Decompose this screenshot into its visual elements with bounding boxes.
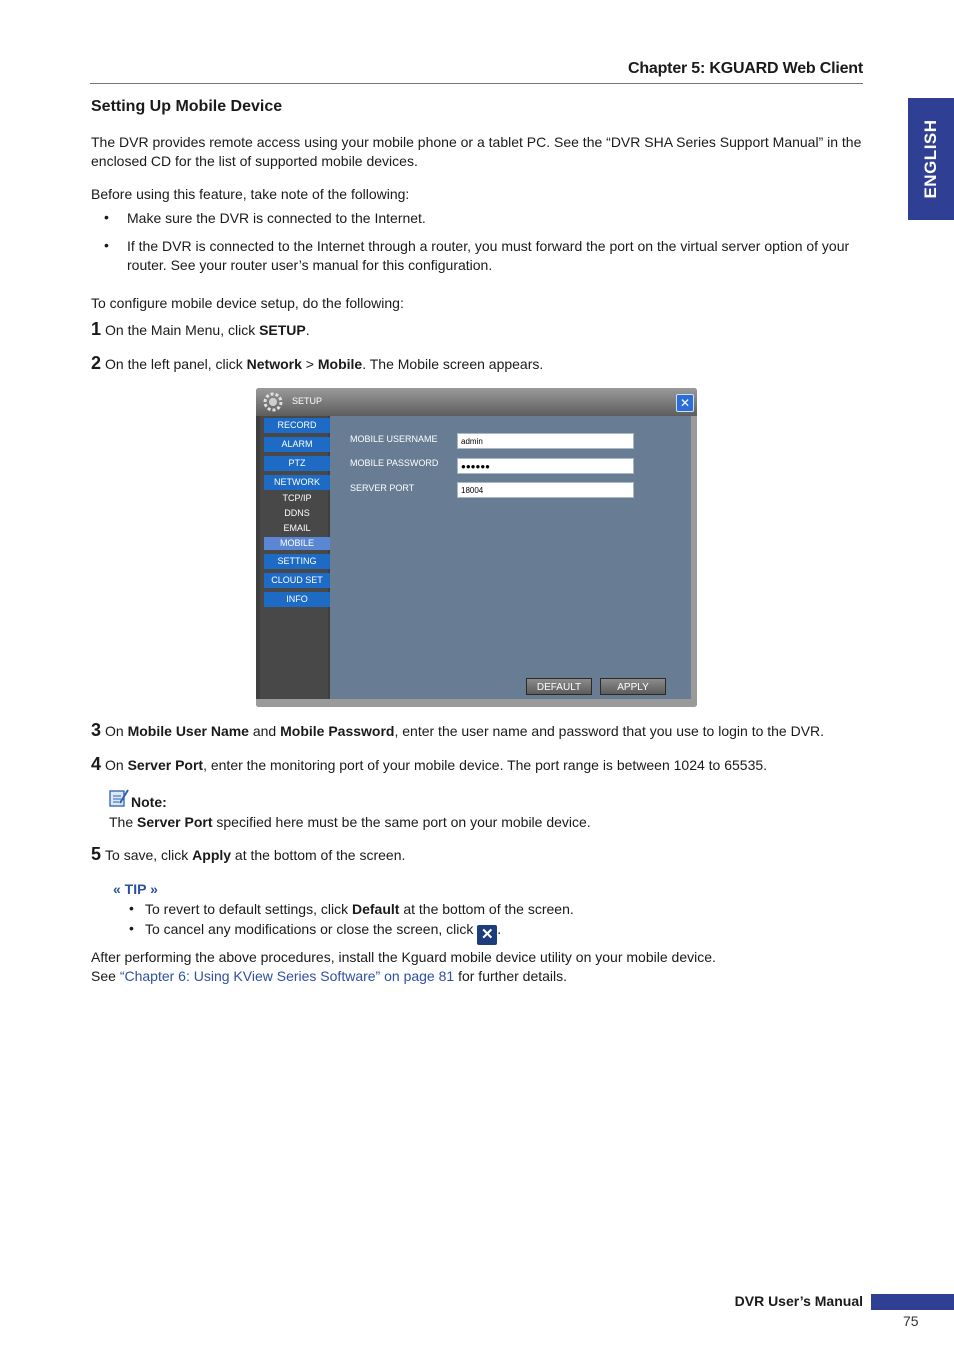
close-icon[interactable]: ✕ bbox=[676, 394, 694, 412]
gear-icon bbox=[260, 390, 286, 414]
step-5 bbox=[91, 845, 871, 865]
submenu-ddns[interactable]: DDNS bbox=[284, 508, 310, 518]
bullet-item: Make sure the DVR is connected to the Internet. bbox=[127, 210, 426, 226]
step-bold: Mobile bbox=[317, 356, 363, 372]
tip-bold: Default bbox=[351, 901, 400, 917]
step-text: To save, click bbox=[105, 847, 193, 863]
step-3 bbox=[91, 721, 891, 741]
intro-paragraph: The DVR provides remote access using your mobile phone or a tablet PC. See the “DVR SHA Series Support Manual” in the enclosed CD for the list of supported mobile devices. bbox=[91, 134, 862, 169]
step-number: 5 bbox=[91, 844, 102, 864]
tip-text: at the bottom of the screen. bbox=[399, 901, 574, 917]
step-bold: Apply bbox=[192, 847, 232, 863]
step-number: 4 bbox=[91, 754, 102, 774]
tip-text: To cancel any modifications or close the screen, click bbox=[145, 921, 478, 937]
step-bold: Mobile User Name bbox=[127, 723, 249, 739]
after-line-2 bbox=[91, 967, 871, 986]
note-text-part: The bbox=[109, 814, 138, 830]
dvr-scrollbar[interactable] bbox=[691, 416, 697, 699]
server-port-label: SERVER PORT bbox=[350, 483, 415, 493]
close-icon: ✕ bbox=[477, 925, 497, 945]
dvr-title: SETUP bbox=[292, 396, 323, 406]
step-text: , enter the monitoring port of your mobile device. The port range is between 1024 to 65535. bbox=[203, 757, 768, 773]
tip-item-1 bbox=[145, 900, 574, 919]
after-text: See bbox=[91, 968, 120, 984]
chapter-header: Chapter 5: KGUARD Web Client bbox=[627, 60, 863, 77]
step-2 bbox=[91, 354, 871, 374]
footer-bar bbox=[871, 1294, 954, 1310]
note-label: Note: bbox=[131, 794, 167, 810]
bullet-dot: • bbox=[129, 900, 134, 916]
step-1 bbox=[91, 320, 871, 340]
step-text: at the bottom of the screen. bbox=[231, 847, 406, 863]
note-icon bbox=[108, 788, 130, 808]
step-text: On the Main Menu, click bbox=[105, 322, 260, 338]
footer-manual-title: DVR User’s Manual bbox=[734, 1293, 863, 1309]
submenu-tcpip[interactable]: TCP/IP bbox=[282, 493, 312, 503]
mobile-password-label: MOBILE PASSWORD bbox=[350, 458, 439, 468]
step-4 bbox=[91, 755, 871, 775]
step-text: On the left panel, click bbox=[105, 356, 247, 372]
step-text: On bbox=[105, 757, 128, 773]
note-text bbox=[109, 814, 591, 830]
step-text: > bbox=[301, 356, 318, 372]
step-bold: Network bbox=[246, 356, 302, 372]
tip-text: To revert to default settings, click bbox=[145, 901, 352, 917]
section-title: Setting Up Mobile Device bbox=[91, 98, 283, 115]
header-rule bbox=[90, 83, 863, 84]
note-bold: Server Port bbox=[137, 814, 213, 830]
bullet-dot: • bbox=[104, 237, 109, 253]
chapter-6-link[interactable]: “Chapter 6: Using KView Series Software” on page 81 bbox=[119, 968, 455, 984]
step-number: 3 bbox=[91, 720, 102, 740]
menu-info[interactable]: INFO bbox=[264, 592, 330, 607]
bullet-dot: • bbox=[129, 920, 134, 936]
before-note: Before using this feature, take note of the following: bbox=[91, 186, 410, 202]
menu-ptz[interactable]: PTZ bbox=[264, 456, 330, 471]
default-button[interactable]: DEFAULT bbox=[526, 678, 592, 695]
submenu-email[interactable]: EMAIL bbox=[283, 523, 311, 533]
tip-text: . bbox=[497, 921, 502, 937]
menu-setting[interactable]: SETTING bbox=[264, 554, 330, 569]
bullet-dot: • bbox=[104, 209, 109, 225]
dvr-sidebar bbox=[260, 416, 328, 699]
menu-alarm[interactable]: ALARM bbox=[264, 437, 330, 452]
mobile-username-label: MOBILE USERNAME bbox=[350, 434, 438, 444]
step-number: 2 bbox=[91, 353, 102, 373]
mobile-password-field[interactable]: ●●●●●● bbox=[457, 458, 634, 474]
dvr-titlebar bbox=[256, 388, 697, 416]
page-number: 75 bbox=[903, 1313, 919, 1329]
language-tab bbox=[908, 98, 954, 220]
submenu-mobile[interactable]: MOBILE bbox=[264, 537, 330, 550]
menu-record[interactable]: RECORD bbox=[264, 418, 330, 433]
menu-cloud-set[interactable]: CLOUD SET bbox=[264, 573, 330, 588]
language-tab-label: ENGLISH bbox=[921, 119, 940, 199]
tip-item-2 bbox=[145, 920, 501, 945]
dvr-main-panel bbox=[330, 416, 691, 699]
step-bold: Mobile Password bbox=[280, 723, 395, 739]
after-line-1: After performing the above procedures, install the Kguard mobile device utility on your mobile device. bbox=[91, 949, 716, 965]
tip-label: « TIP » bbox=[113, 881, 158, 897]
server-port-field[interactable]: 18004 bbox=[457, 482, 634, 498]
step-bold: SETUP bbox=[259, 322, 306, 338]
dvr-bottom-bar bbox=[256, 699, 697, 707]
bullet-item: If the DVR is connected to the Internet through a router, you must forward the port on the virtual server option of your router. See your router user’s manual for this configuration. bbox=[127, 238, 850, 273]
configure-intro: To configure mobile device setup, do the following: bbox=[91, 295, 404, 311]
step-text: and bbox=[248, 723, 281, 739]
menu-network[interactable]: NETWORK bbox=[264, 475, 330, 490]
step-text: . The Mobile screen appears. bbox=[362, 356, 544, 372]
after-text: for further details. bbox=[454, 968, 568, 984]
mobile-username-field[interactable]: admin bbox=[457, 433, 634, 449]
step-bold: Server Port bbox=[127, 757, 204, 773]
step-text: , enter the user name and password that you use to login to the DVR. bbox=[394, 723, 825, 739]
step-number: 1 bbox=[91, 319, 102, 339]
dvr-setup-window bbox=[256, 388, 697, 707]
step-text: . bbox=[305, 322, 310, 338]
apply-button[interactable]: APPLY bbox=[600, 678, 666, 695]
note-text-part: specified here must be the same port on your mobile device. bbox=[212, 814, 591, 830]
step-text: On bbox=[105, 723, 128, 739]
